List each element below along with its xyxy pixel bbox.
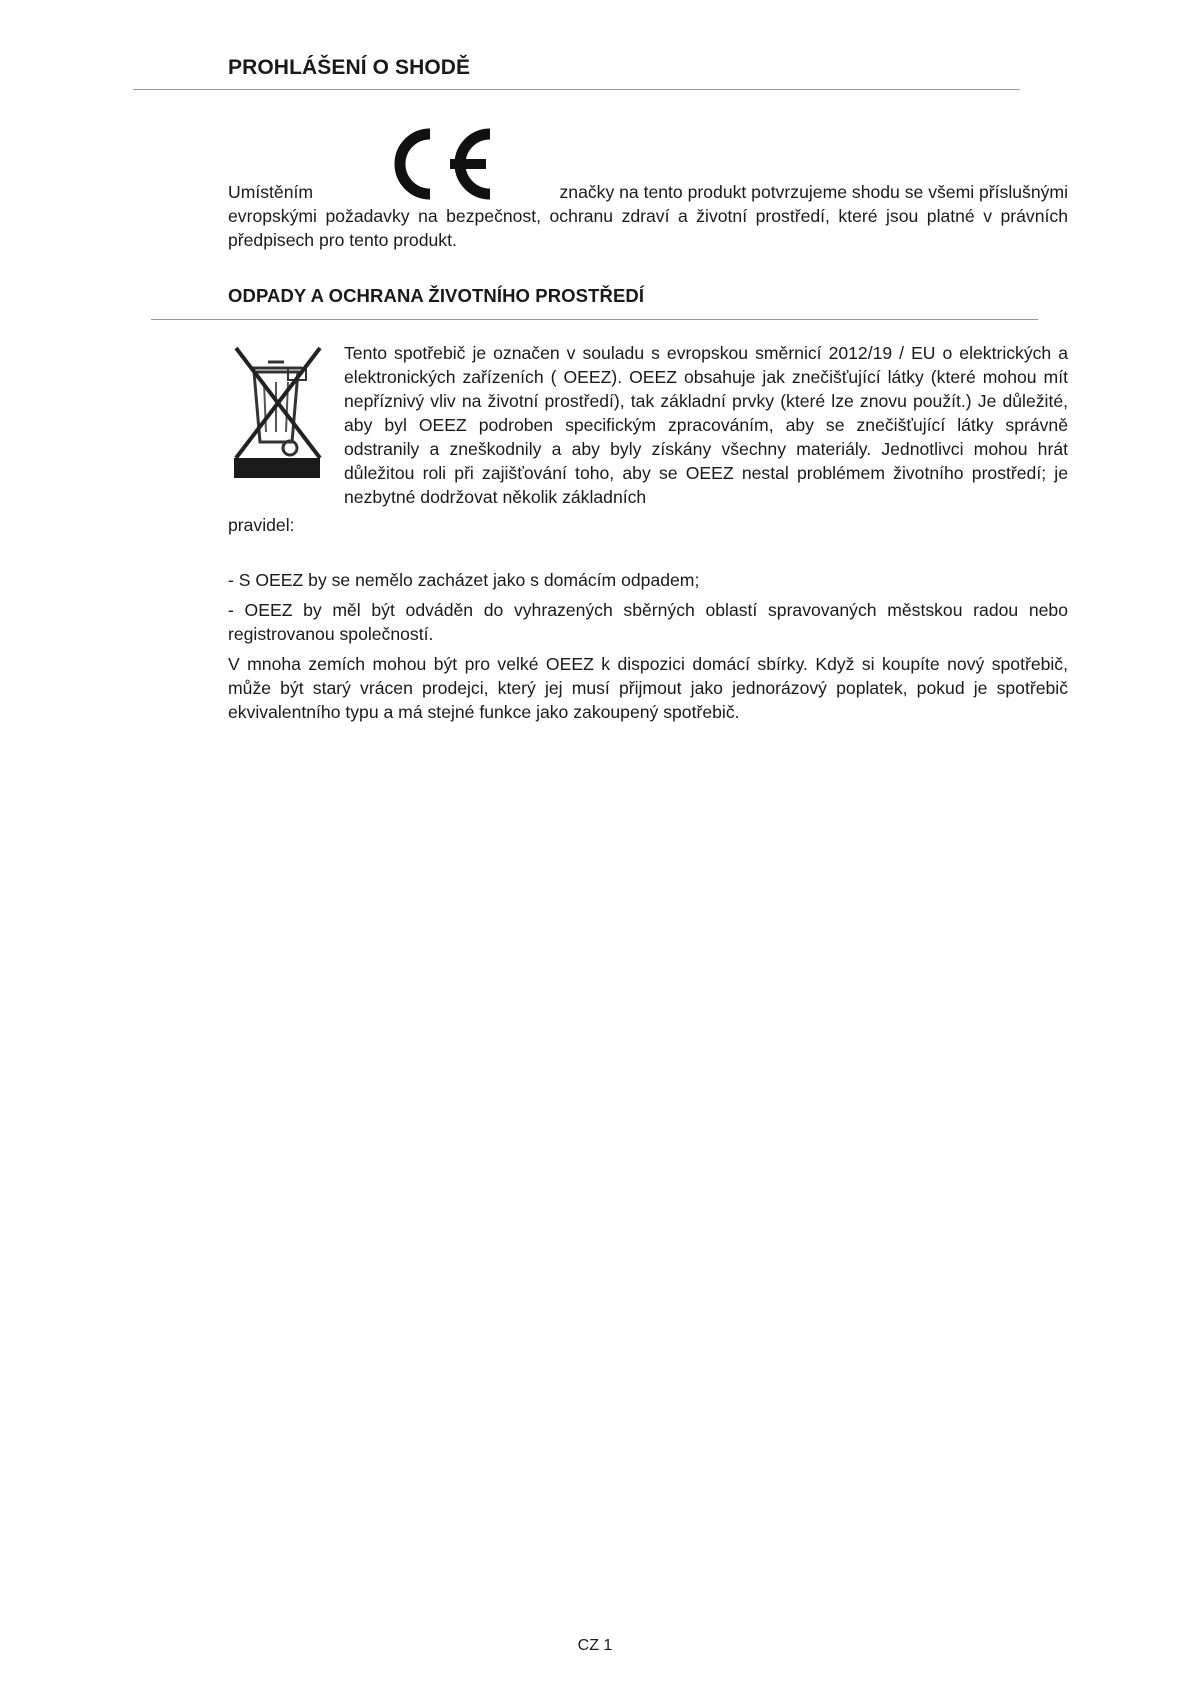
ce-mark-icon (378, 124, 508, 204)
ce-lead-text: Umístěním (228, 182, 314, 202)
ce-paragraph-first-line (228, 120, 1068, 204)
page-number: CZ 1 (577, 1637, 613, 1654)
weee-paragraph: Tento spotřebič je označen v souladu s evropskou směrnicí 2012/19 / EU o elektrických a elektronických zařízeních ( OEEZ). OEEZ obsahuje jak znečišťující látky (které mohou mít nepříznivý vliv na životní prostředí), tak základní prvky (které lze znovu použít.) Je důležité, aby byl OEEZ podroben specifickým zpracováním, aby se znečišťující látky správně odstranily a zneškodnily a aby byly získány všechny materiály. Jednotlivci mohou hrát důležitou roli při zajišťování toho, aby se OEEZ nestal problémem životního prostředí; je nezbytné dodržovat několik základních (344, 343, 1068, 507)
divider (133, 89, 1020, 90)
list-item: - S OEEZ by se nemělo zacházet jako s domácím odpadem; (228, 570, 700, 590)
weee-paragraph-tail: pravidel: (228, 515, 295, 535)
rules-list (228, 568, 1068, 730)
waste-title: ODPADY A OCHRANA ŽIVOTNÍHO PROSTŘEDÍ (228, 285, 645, 306)
list-item: - OEEZ by měl být odváděn do vyhrazených sběrných oblastí spravovaných městskou radou nebo registrovanou společností. (228, 600, 1068, 644)
ce-trail-text: značky na tento produkt potvrzujeme shodu se všemi příslušnými (559, 182, 1068, 202)
declaration-title: PROHLÁŠENÍ O SHODĚ (228, 56, 471, 79)
list-item: V mnoha zemích mohou být pro velké OEEZ k dispozici domácí sbírky. Když si koupíte nový spotřebič, může být starý vrácen prodejci, který jej musí přijmout jako jednorázový poplatek, pokud je spotřebič ekvivalentního typu a má stejné funkce jako zakoupený spotřebič. (228, 654, 1068, 722)
ce-paragraph-rest: evropskými požadavky na bezpečnost, ochranu zdraví a životní prostředí, které jsou platné v právních předpisech pro tento produkt. (228, 206, 1068, 250)
divider (151, 319, 1038, 320)
crossed-out-bin-icon (228, 338, 328, 496)
